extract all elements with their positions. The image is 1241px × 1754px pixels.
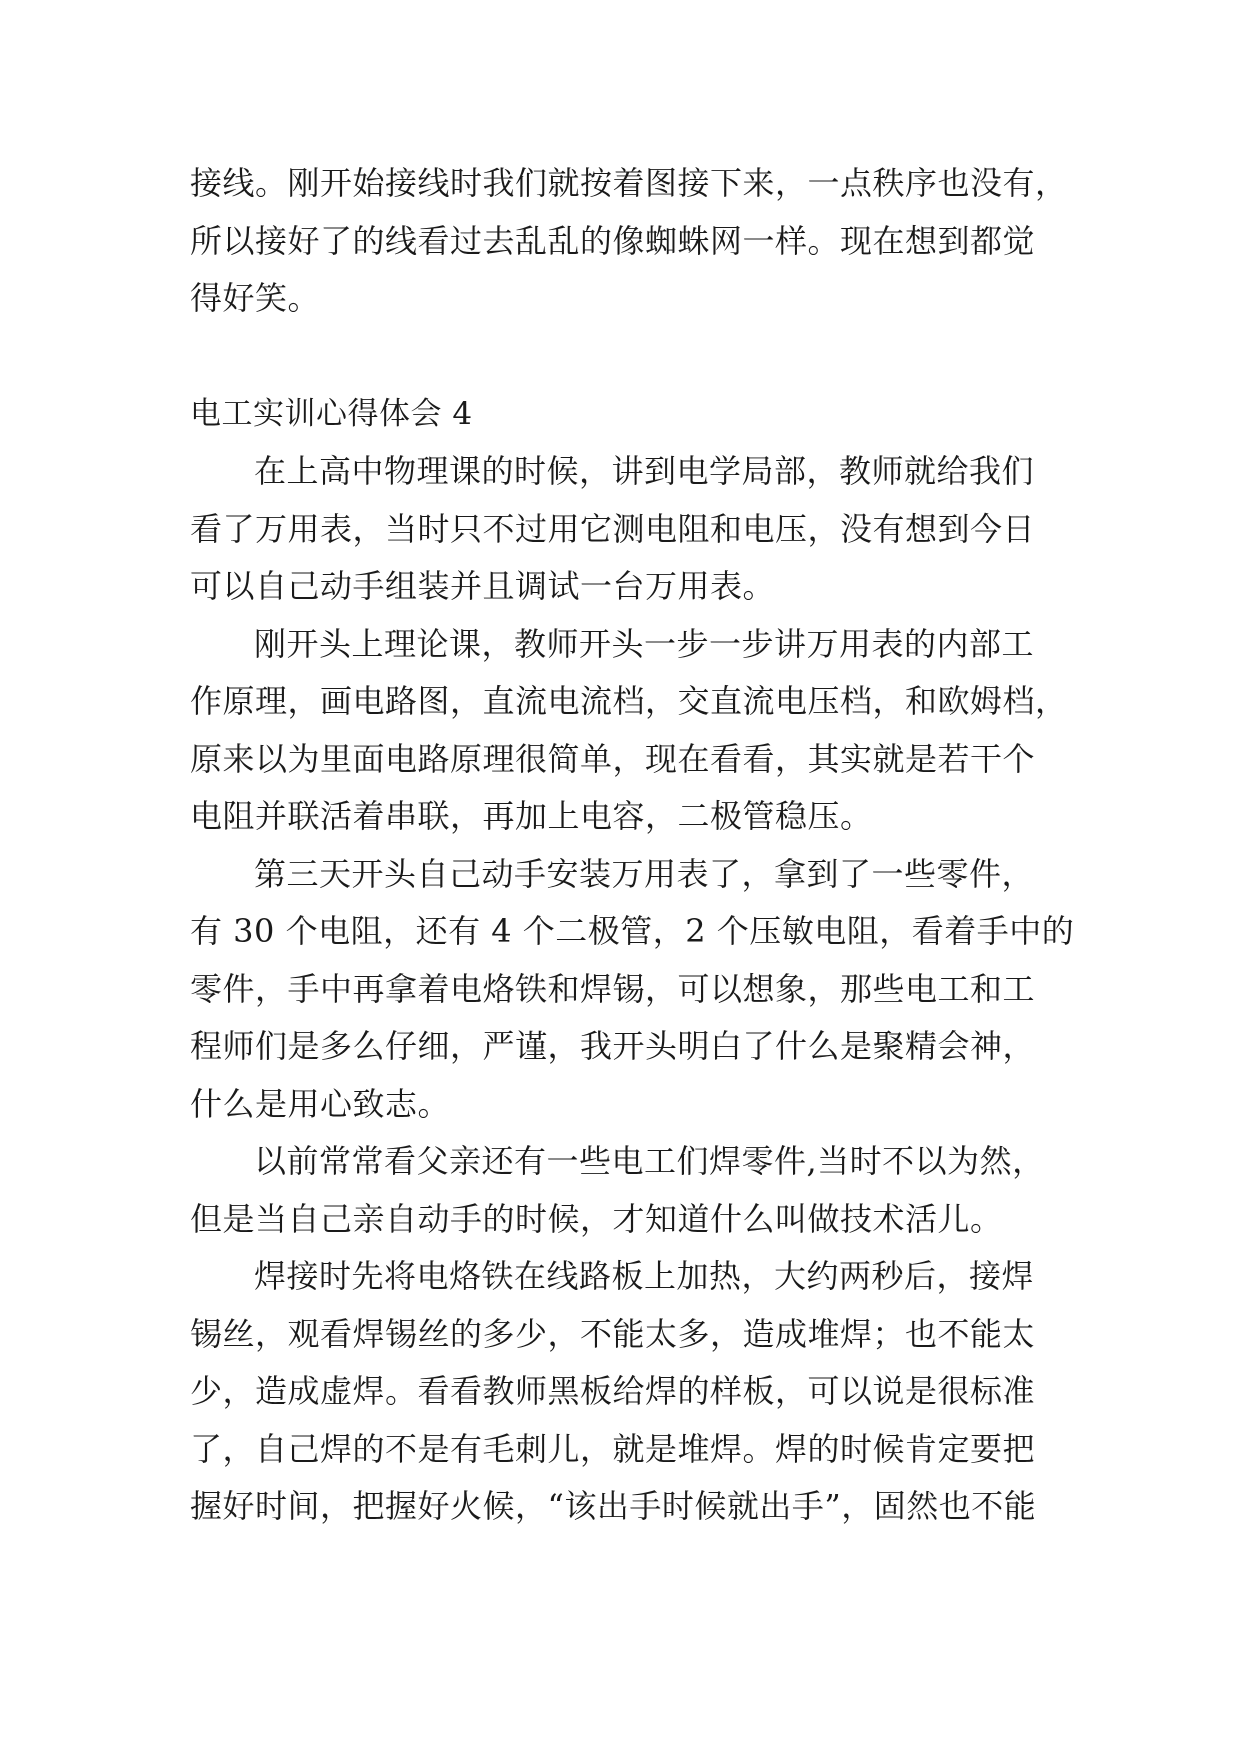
text-line: 作原理，画电路图，直流电流档，交直流电压档，和欧姆档，: [190, 682, 1068, 720]
text-line: 有 30 个电阻，还有 4 个二极管，2 个压敏电阻，看着手中的: [190, 912, 1075, 950]
paragraph-continued: [190, 155, 1068, 328]
text-line: 看了万用表，当时只不过用它测电阻和电压，没有想到今日: [190, 509, 1036, 548]
text-line: 接线。刚开始接线时我们就按着图接下来，一点秩序也没有，: [190, 164, 1068, 202]
text-line: 可以自己动手组装并且调试一台万用表。: [190, 567, 776, 605]
text-line: 焊接时先将电烙铁在线路板上加热，大约两秒后，接焊: [254, 1257, 1035, 1295]
text-line: 什么是用心致志。: [190, 1084, 451, 1123]
paragraph-3: [190, 846, 1075, 1134]
paragraph-5: [190, 1248, 1050, 1536]
text-line: 刚开头上理论课，教师开头一步一步讲万用表的内部工: [254, 624, 1035, 663]
text-line: 零件，手中再拿着电烙铁和焊锡，可以想象，那些电工和工: [190, 969, 1036, 1008]
text-line: 所以接好了的线看过去乱乱的像蜘蛛网一样。现在想到都觉: [190, 221, 1036, 260]
text-line: 握好时间，把握好火候，“该出手时候就出手”，固然也不能: [190, 1487, 1037, 1525]
text-line: 第三天开头自己动手安装万用表了，拿到了一些零件，: [254, 854, 1035, 893]
text-line: 在上高中物理课的时候，讲到电学局部，教师就给我们: [254, 452, 1035, 490]
text-line: 得好笑。: [190, 279, 321, 317]
text-line: 少，造成虚焊。看看教师黑板给焊的样板，可以说是很标准: [190, 1372, 1036, 1410]
text-line: 锡丝，观看焊锡丝的多少，不能太多，造成堆焊；也不能太: [190, 1314, 1036, 1353]
paragraph-2: [190, 616, 1068, 846]
text-line: 电阻并联活着串联，再加上电容，二极管稳压。: [190, 797, 873, 835]
text-line: 了，自己焊的不是有毛刺儿，就是堆焊。焊的时候肯定要把: [190, 1429, 1036, 1468]
section-title: 电工实训心得体会 4: [190, 395, 473, 432]
text-line: 程师们是多么仔细，严谨，我开头明白了什么是聚精会神，: [190, 1027, 1036, 1065]
section-spacer: [190, 328, 1050, 386]
text-line: 以前常常看父亲还有一些电工们焊零件,当时不以为然，: [254, 1142, 1045, 1180]
paragraph-4: [190, 1133, 1050, 1248]
document-body: [190, 155, 1075, 1536]
text-line: 原来以为里面电路原理很简单，现在看看，其实就是若干个: [190, 739, 1036, 778]
text-line: 但是当自己亲自动手的时候，才知道什么叫做技术活儿。: [190, 1199, 1003, 1238]
paragraph-1: [190, 443, 1050, 616]
